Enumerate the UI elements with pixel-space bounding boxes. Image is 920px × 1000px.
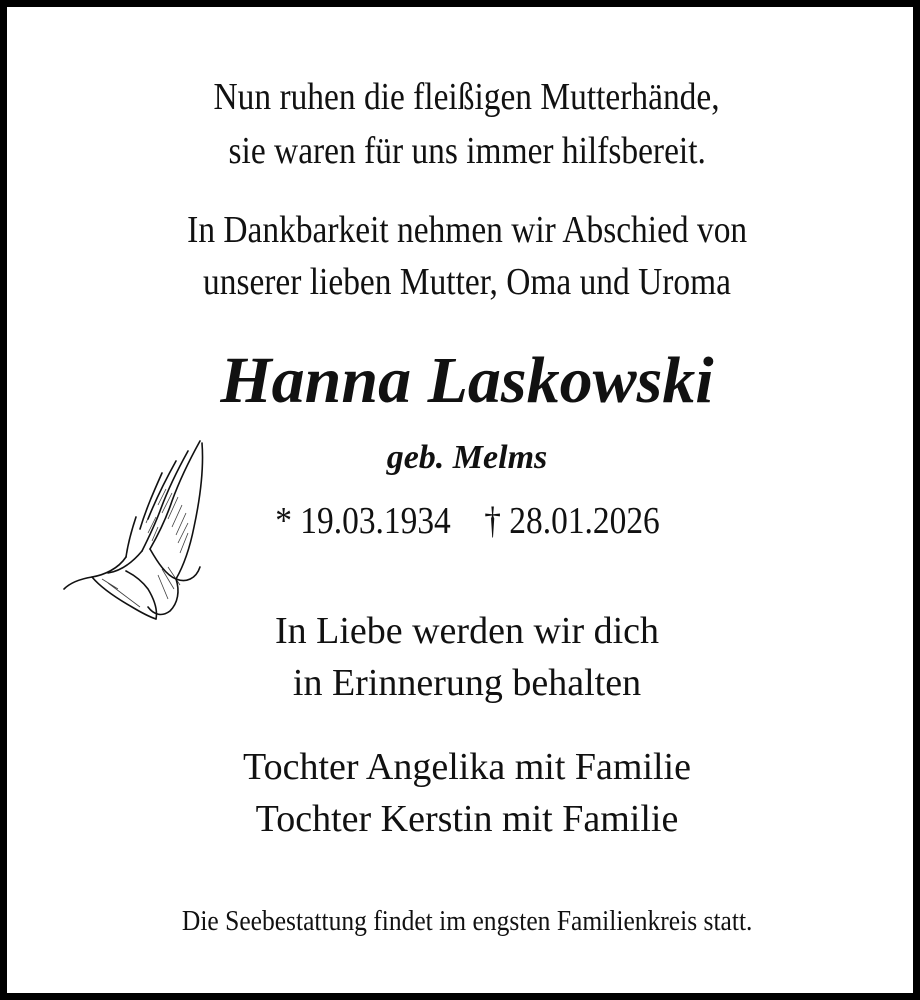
funeral-note: Die Seebestattung findet im engsten Familienkreis statt.: [181, 905, 753, 937]
verse-line-1: Nun ruhen die fleißigen Mutterhände,: [213, 76, 721, 118]
mourner-1: Tochter Angelika mit Familie: [243, 746, 691, 788]
birth-date: * 19.03.1934: [274, 500, 451, 542]
death-date: † 28.01.2026: [483, 500, 660, 542]
intro-line-1: In Dankbarkeit nehmen wir Abschied von: [187, 209, 747, 251]
verse-line-2: sie waren für uns immer hilfsbereit.: [228, 130, 706, 172]
mourner-2: Tochter Kerstin mit Familie: [255, 798, 679, 840]
remembrance-line-2: in Erinnerung behalten: [292, 662, 642, 704]
life-dates: [107, 499, 827, 543]
intro-line-2: unserer lieben Mutter, Oma und Uroma: [203, 261, 731, 303]
remembrance-line-1: In Liebe werden wir dich: [274, 610, 660, 652]
maiden-name: geb. Melms: [386, 439, 548, 476]
praying-hands-icon: [62, 439, 212, 621]
deceased-name: Hanna Laskowski: [220, 344, 714, 417]
